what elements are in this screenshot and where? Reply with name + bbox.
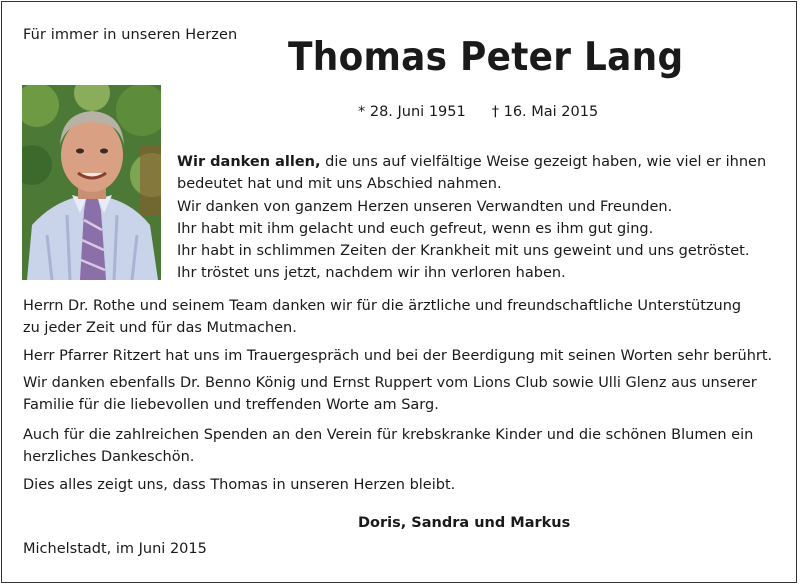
place-date: Michelstadt, im Juni 2015 [23,541,207,557]
paragraph-line: zu jeder Zeit und für das Mutmachen. [23,320,297,337]
thanks-paragraph [177,151,787,285]
paragraph-donations [23,424,793,469]
deceased-name: Thomas Peter Lang [288,35,684,80]
death-date: † 16. Mai 2015 [491,104,599,120]
paragraph-line: Familie für die liebevollen und treffenden Worte am Sarg. [23,397,439,414]
birth-date: * 28. Juni 1951 [358,104,466,120]
paragraph-lions-club [23,372,793,417]
paragraph-line: Herr Pfarrer Ritzert hat uns im Trauergespräch und bei der Beerdigung mit seinen Worten sehr berührt. [23,348,773,364]
paragraph-closing [23,474,793,496]
thanks-line: Ihr habt mit ihm gelacht und euch gefreut, wenn es ihm gut ging. [177,220,654,237]
thanks-line: Ihr tröstet uns jetzt, nachdem wir ihn verloren haben. [177,265,566,282]
paragraph-pastor [23,345,793,367]
motto-text: Für immer in unseren Herzen [23,27,238,43]
thanks-line: Ihr habt in schlimmen Zeiten der Krankheit mit uns geweint und uns getröstet. [177,243,750,260]
paragraph-line: Herrn Dr. Rothe und seinem Team danken wir für die ärztliche und freundschaftliche Unterstützung [23,298,742,314]
thanks-line: bedeutet hat und mit uns Abschied nahmen. [177,176,502,193]
life-dates [358,104,598,120]
paragraph-line: herzliches Dankeschön. [23,449,195,466]
signature: Doris, Sandra und Markus [358,515,571,531]
thanks-intro-rest: die uns auf vielfältige Weise gezeigt haben, wie viel er ihnen [320,154,767,170]
thanks-intro-bold: Wir danken allen, [177,154,321,170]
thanks-first-line [177,151,787,173]
paragraph-line: Wir danken ebenfalls Dr. Benno König und Ernst Ruppert vom Lions Club sowie Ulli Glenz aus unserer [23,375,757,391]
portrait-photo [22,85,161,280]
paragraph-line: Dies alles zeigt uns, dass Thomas in unseren Herzen bleibt. [23,477,456,493]
thanks-line: Wir danken von ganzem Herzen unseren Verwandten und Freunden. [177,198,673,215]
paragraph-doctor [23,295,793,340]
paragraph-line: Auch für die zahlreichen Spenden an den Verein für krebskranke Kinder und die schönen Blumen ein [23,427,754,443]
